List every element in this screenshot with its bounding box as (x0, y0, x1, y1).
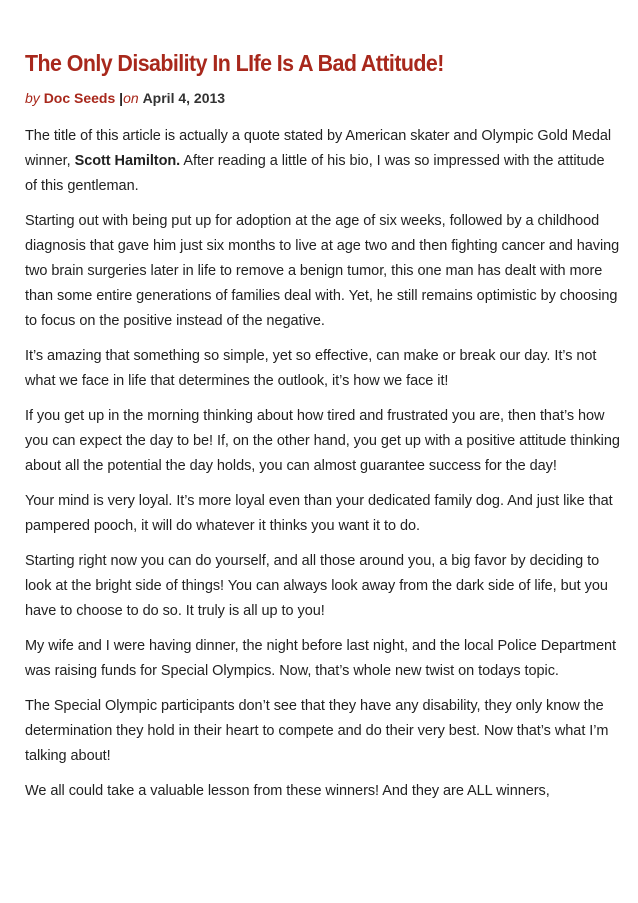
paragraph: We all could take a valuable lesson from these winners! And they are ALL winners, (25, 783, 550, 799)
paragraph: My wife and I were having dinner, the night before last night, and the local Police Department was raising funds for Special Olympics. Now, that’s whole new twist on todays topic. (25, 638, 616, 679)
byline-on-label: on (123, 90, 139, 106)
paragraph-text: After reading a little of his bio, I was so impressed with the attitude of this gentleman. (25, 153, 605, 194)
paragraph: Your mind is very loyal. It’s more loyal even than your dedicated family dog. And just like that pampered pooch, it will do whatever it thinks you want it to do. (25, 493, 613, 534)
publish-date: April 4, 2013 (142, 90, 226, 106)
paragraph: It’s amazing that something so simple, yet so effective, can make or break our day. It’s not what we face in life that determines the outlook, it’s how we face it! (25, 348, 597, 389)
byline (25, 88, 620, 108)
paragraph: Starting out with being put up for adoption at the age of six weeks, followed by a childhood diagnosis that gave him just six months to live at age two and then fighting cancer and having two brain surgeries later in life to remove a benign tumor, this one man has dealt with more than some entire generations of families deal with. Yet, he still remains optimistic by choosing to focus on the positive instead of the negative. (25, 213, 620, 329)
paragraph-text: The title of this article is actually a quote stated by American skater and Olympic Gold Medal winner, (25, 128, 612, 169)
paragraph: The Special Olympic participants don’t see that they have any disability, they only know the determination they hold in their heart to compete and do their very best. Now that’s what I’m talking about! (25, 698, 609, 764)
article (25, 48, 620, 814)
bold-name: Scott Hamilton. (74, 153, 181, 169)
paragraph: If you get up in the morning thinking about how tired and frustrated you are, then that’s how you can expect the day to be! If, on the other hand, you get up with a positive attitude thinking about all the potential the day holds, you can almost guarantee success for the day! (25, 408, 620, 474)
paragraph (25, 124, 620, 199)
author-link[interactable]: Doc Seeds (43, 90, 116, 106)
article-title: The Only Disability In LIfe Is A Bad Attitude! (25, 50, 444, 76)
paragraph: Starting right now you can do yourself, and all those around you, a big favor by deciding to look at the bright side of things! You can always look away from the dark side of life, but you have to choose to do so. It truly is all up to you! (25, 553, 608, 619)
byline-by-label: by (25, 90, 40, 106)
byline-separator: | (119, 90, 124, 106)
